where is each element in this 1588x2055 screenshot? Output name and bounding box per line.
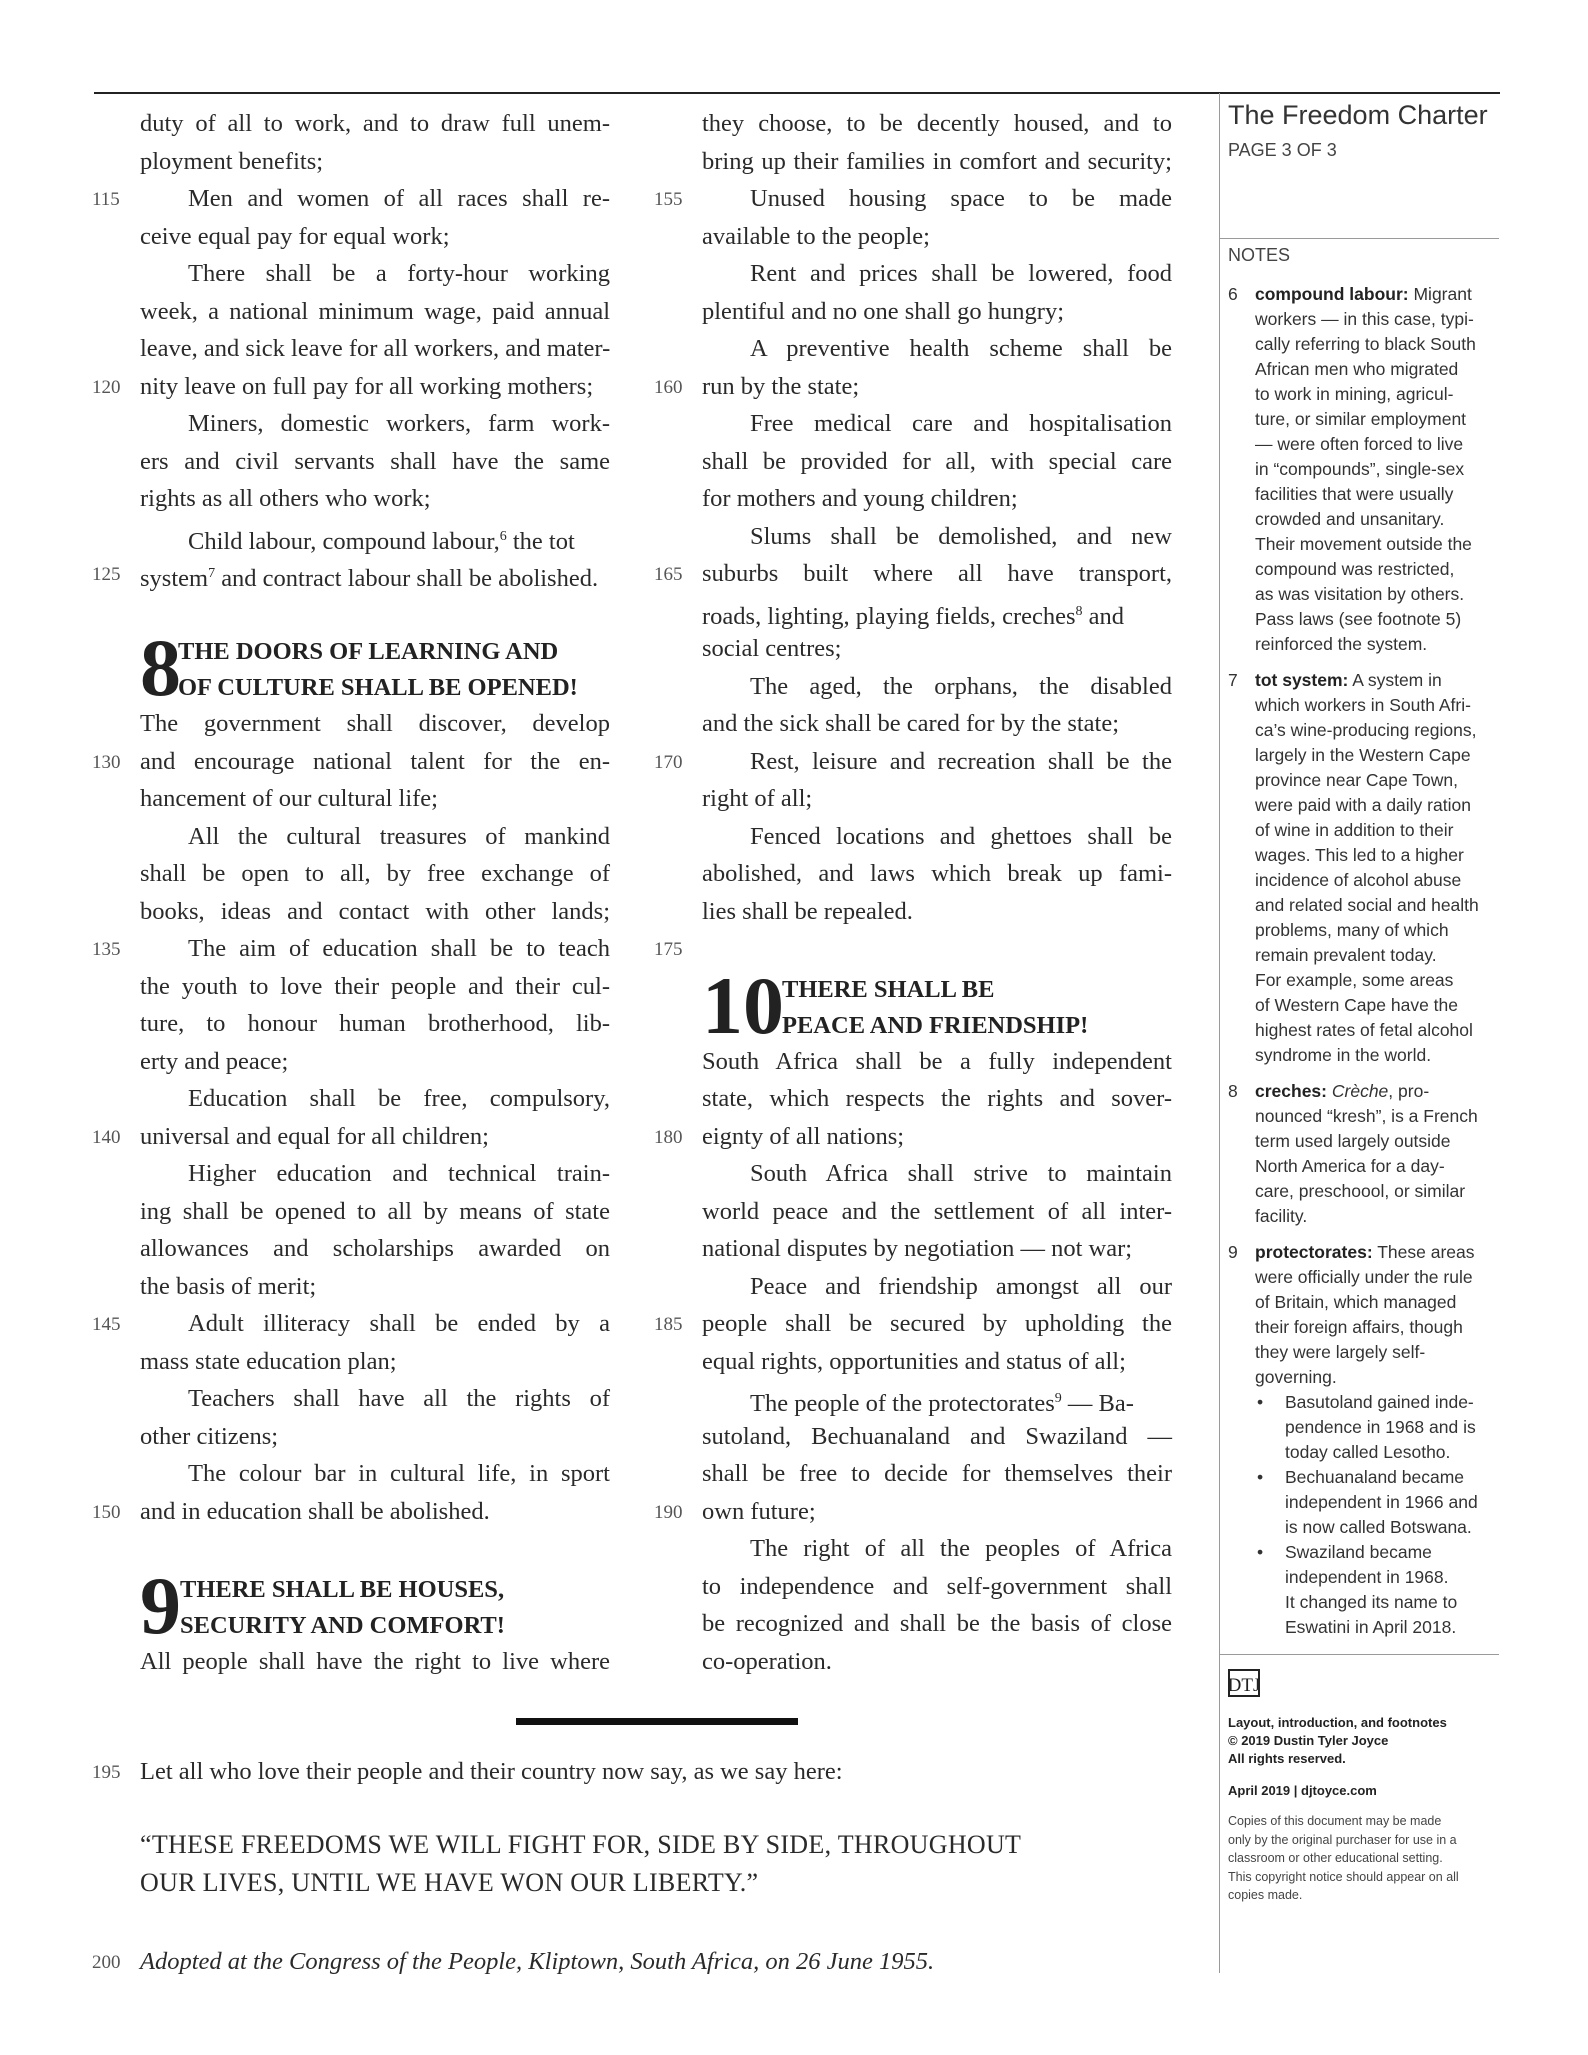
text-line: world peace and the settlement of all inter- bbox=[702, 1197, 1172, 1225]
text-line: 180 eignty of all nations; bbox=[702, 1118, 1172, 1156]
line-number: 175 bbox=[654, 939, 683, 960]
text-line: Child labour, compound labour,$^6$ the tot bbox=[188, 527, 575, 555]
notes-label: NOTES bbox=[1228, 245, 1291, 265]
footnote-line: syndrome in the world. bbox=[1255, 1045, 1432, 1065]
text-column-right bbox=[654, 105, 1172, 1680]
footnote-line: African men who migrated bbox=[1255, 359, 1459, 379]
text-line: allowances and scholarships awarded on bbox=[140, 1235, 610, 1262]
text-line: 145 Adult illiteracy shall be ended by a bbox=[140, 1305, 610, 1343]
footnote-line: of Western Cape have the bbox=[1255, 995, 1458, 1015]
text-line: Higher education and technical train- bbox=[188, 1160, 610, 1187]
footnote-line: as was visitation by others. bbox=[1255, 584, 1465, 604]
line-number: 170 bbox=[654, 751, 683, 773]
footnote bbox=[1228, 1240, 1498, 1640]
footnote-line: they were largely self- bbox=[1255, 1342, 1426, 1362]
text-line: plentiful and no one shall go hungry; bbox=[702, 297, 1064, 325]
text-line: for mothers and young children; bbox=[702, 485, 1018, 512]
section-heading-10 bbox=[702, 959, 1172, 1051]
text-line: 115 Men and women of all races shall re- bbox=[140, 180, 610, 218]
text-line: There shall be a forty-hour working bbox=[188, 260, 610, 287]
text-line: 165 suburbs built where all have transport, bbox=[702, 555, 1172, 593]
adoption-statement: Adopted at the Congress of the People, Kliptown, South Africa, on 26 June 1955. bbox=[140, 1948, 935, 1975]
text-line: 120 nity leave on full pay for all working mothers; bbox=[140, 368, 610, 406]
footnote-bullet-line: pendence in 1968 and is bbox=[1285, 1417, 1476, 1437]
text-line: rights as all others who work; bbox=[140, 485, 431, 512]
footnote-line: care, preschoool, or similar bbox=[1255, 1181, 1466, 1201]
footnote-line: province near Cape Town, bbox=[1255, 770, 1458, 790]
footnote-line: North America for a day- bbox=[1255, 1156, 1445, 1176]
line-number: 115 bbox=[92, 189, 120, 210]
footnote-line: which workers in South Afri- bbox=[1255, 695, 1471, 715]
footnote-line: ca’s wine-producing regions, bbox=[1255, 720, 1477, 740]
footnote-bullet-line: • Swaziland became bbox=[1257, 1542, 1432, 1562]
footnote-line: compound was restricted, bbox=[1255, 559, 1455, 579]
footnote-line: governing. bbox=[1255, 1367, 1337, 1387]
text-line: Peace and friendship amongst all our bbox=[750, 1272, 1172, 1300]
section-heading-9 bbox=[140, 1559, 610, 1651]
credit-block: Layout, introduction, and footnotes © 2019 Dustin Tyler Joyce All rights reserved. bbox=[1228, 1715, 1447, 1766]
footnote-number: 9 bbox=[1228, 1242, 1238, 1262]
text-line: Miners, domestic workers, farm work- bbox=[188, 410, 610, 437]
text-line: and the sick shall be cared for by the state; bbox=[702, 710, 1120, 737]
footnote-line: facilities that were usually bbox=[1255, 484, 1454, 504]
text-line: co-operation. bbox=[702, 1647, 832, 1675]
sidebar-rule bbox=[1219, 238, 1499, 239]
spacer bbox=[140, 1530, 610, 1568]
text-line: ers and civil servants shall have the same bbox=[140, 447, 610, 475]
line-number: 180 bbox=[654, 1126, 683, 1148]
text-line: week, a national minimum wage, paid annual bbox=[140, 297, 610, 325]
text-line: sutoland, Bechuanaland and Swaziland — bbox=[702, 1422, 1172, 1450]
text-line: Teachers shall have all the rights of bbox=[188, 1385, 610, 1412]
section-heading-8 bbox=[140, 622, 610, 713]
footnote-bullet-line: independent in 1968. bbox=[1285, 1567, 1449, 1587]
dtj-logo bbox=[1228, 1664, 1270, 1704]
text-line: hancement of our cultural life; bbox=[140, 785, 438, 812]
footnote-line: incidence of alcohol abuse bbox=[1255, 870, 1462, 890]
line-number: 125 bbox=[92, 564, 121, 585]
copyright-notice: Copies of this document may be made only by the original purchaser for use in a classroom or other educational setting. This copyright notice should appear on all copies made. bbox=[1228, 1814, 1459, 1902]
text-line: lies shall be repealed. bbox=[702, 897, 913, 925]
text-line: shall be open to all, by free exchange of bbox=[140, 860, 610, 887]
footnote-line: — were often forced to live bbox=[1255, 434, 1464, 454]
footnote-line: reinforced the system. bbox=[1255, 634, 1428, 654]
text-line: Free medical care and hospitalisation bbox=[750, 410, 1172, 437]
text-line: 130 and encourage national talent for the en- bbox=[140, 743, 610, 781]
text-line: All the cultural treasures of mankind bbox=[188, 822, 610, 850]
text-line: books, ideas and contact with other lands; bbox=[140, 897, 610, 925]
text-line: the basis of merit; bbox=[140, 1272, 317, 1300]
section-number: 10 bbox=[702, 959, 784, 1051]
footnote-line: remain prevalent today. bbox=[1255, 945, 1437, 965]
footnote-bullet-line: • Bechuanaland became bbox=[1257, 1467, 1465, 1487]
text-line: 155 Unused housing space to be made bbox=[702, 180, 1172, 218]
footnote-line: For example, some areas bbox=[1255, 970, 1454, 990]
footnote-bullet-line: is now called Botswana. bbox=[1285, 1517, 1472, 1537]
text-line: 135 The aim of education shall be to teach bbox=[140, 930, 610, 968]
line-number: 150 bbox=[92, 1501, 121, 1523]
text-line: erty and peace; bbox=[140, 1047, 289, 1075]
section-title: THERE SHALL BE HOUSES, SECURITY AND COMFORT! bbox=[180, 1575, 505, 1639]
text-line: 125 system$^7$ and contract labour shall be abolished. bbox=[140, 555, 610, 593]
footnote-line: problems, many of which bbox=[1255, 920, 1449, 940]
footnote-line: and related social and health bbox=[1255, 895, 1479, 915]
text-line: South Africa shall strive to maintain bbox=[750, 1160, 1172, 1187]
line-number: 120 bbox=[92, 376, 121, 398]
footnote-line: tot system: A system in bbox=[1255, 670, 1442, 690]
footnote-bullet-line: It changed its name to bbox=[1285, 1592, 1458, 1612]
section-title: THERE SHALL BE PEACE AND FRIENDSHIP! bbox=[782, 975, 1089, 1039]
text-line: social centres; bbox=[702, 635, 842, 662]
footnote-line: compound labour: Migrant bbox=[1255, 284, 1472, 304]
footnote-line: were officially under the rule bbox=[1255, 1267, 1473, 1287]
text-line: national disputes by negotiation — not war; bbox=[702, 1235, 1133, 1262]
footnote-ref: 6 bbox=[499, 528, 507, 544]
text-line: The government shall discover, develop bbox=[140, 710, 610, 737]
text-line: ture, to honour human brotherhood, lib- bbox=[140, 1010, 610, 1037]
footnote-number: 7 bbox=[1228, 670, 1238, 690]
text-line: 170 Rest, leisure and recreation shall be the bbox=[702, 743, 1172, 781]
document-title: The Freedom Charter bbox=[1228, 100, 1488, 130]
text-line: duty of all to work, and to draw full unem- bbox=[140, 110, 610, 137]
footnote-line: protectorates: These areas bbox=[1255, 1242, 1475, 1262]
footnote-number: 6 bbox=[1228, 284, 1238, 304]
line-number: 145 bbox=[92, 1314, 121, 1335]
section-title: THE DOORS OF LEARNING AND OF CULTURE SHALL BE OPENED! bbox=[178, 638, 578, 701]
text-line: A preventive health scheme shall be bbox=[750, 335, 1172, 362]
footnote bbox=[1228, 668, 1498, 1068]
footnote-line: Pass laws (see footnote 5) bbox=[1255, 609, 1462, 629]
text-line: abolished, and laws which break up fami- bbox=[702, 860, 1172, 887]
footnote-line: term used largely outside bbox=[1255, 1131, 1451, 1151]
footnote-line: Their movement outside the bbox=[1255, 534, 1472, 554]
text-line: 150 and in education shall be abolished. bbox=[140, 1493, 610, 1531]
footnote-bullet-line: independent in 1966 and bbox=[1285, 1492, 1478, 1512]
text-line: South Africa shall be a fully independent bbox=[702, 1047, 1172, 1075]
footnote-line: their foreign affairs, though bbox=[1255, 1317, 1463, 1337]
text-line: Rent and prices shall be lowered, food bbox=[750, 260, 1172, 287]
footnote-bullet-line: Eswatini in April 2018. bbox=[1285, 1617, 1457, 1637]
section-number: 8 bbox=[140, 622, 181, 713]
text-line: Education shall be free, compulsory, bbox=[188, 1085, 610, 1112]
text-line: to independence and self-government shall bbox=[702, 1572, 1172, 1600]
text-line: right of all; bbox=[702, 785, 813, 812]
footnote-line: creches: Crèche, pro- bbox=[1255, 1081, 1430, 1101]
top-rule bbox=[94, 92, 1500, 94]
text-line: leave, and sick leave for all workers, and mater- bbox=[140, 335, 611, 362]
text-line: bring up their families in comfort and security; bbox=[702, 147, 1172, 175]
text-line: The people of the protectorates$^9$ — Ba- bbox=[750, 1390, 1134, 1418]
text-line: roads, lighting, playing fields, creches$^8$ and bbox=[702, 602, 1125, 630]
text-line: ployment benefits; bbox=[140, 147, 324, 175]
footnote bbox=[1228, 282, 1498, 657]
text-line: The right of all the peoples of Africa bbox=[750, 1535, 1172, 1562]
text-line: The aged, the orphans, the disabled bbox=[750, 672, 1172, 700]
text-line: 190 own future; bbox=[702, 1493, 1172, 1531]
sidebar-rule bbox=[1219, 1654, 1499, 1655]
footnote-line: ture, or similar employment bbox=[1255, 409, 1467, 429]
text-line: The colour bar in cultural life, in sport bbox=[188, 1460, 610, 1487]
footnote-line: facility. bbox=[1255, 1206, 1308, 1226]
text-line: equal rights, opportunities and status of all; bbox=[702, 1347, 1126, 1375]
text-line: Slums shall be demolished, and new bbox=[750, 522, 1172, 550]
footnote-line: highest rates of fetal alcohol bbox=[1255, 1020, 1473, 1040]
footnote-number: 8 bbox=[1228, 1081, 1238, 1101]
line-number: 130 bbox=[92, 751, 121, 773]
footnote-line: in “compounds”, single-sex bbox=[1255, 459, 1465, 479]
section-number: 9 bbox=[140, 1559, 181, 1651]
footnote-ref: 7 bbox=[208, 566, 216, 581]
line-number: 190 bbox=[654, 1501, 683, 1523]
footnote bbox=[1228, 1079, 1498, 1229]
page-indicator: PAGE 3 OF 3 bbox=[1228, 140, 1337, 160]
text-line: available to the people; bbox=[702, 222, 930, 250]
footnote-line: to work in mining, agricul- bbox=[1255, 384, 1454, 404]
text-line: ceive equal pay for equal work; bbox=[140, 222, 450, 250]
text-line: 185 people shall be secured by upholding the bbox=[702, 1305, 1172, 1343]
text-line: they choose, to be decently housed, and to bbox=[702, 110, 1172, 137]
text-line: shall be free to decide for themselves their bbox=[702, 1460, 1172, 1487]
footnote-line: largely in the Western Cape bbox=[1255, 745, 1471, 765]
footnote-line: wages. This led to a higher bbox=[1255, 845, 1464, 865]
text-line: Fenced locations and ghettoes shall be bbox=[750, 822, 1172, 850]
text-line: other citizens; bbox=[140, 1422, 279, 1450]
footnote-line: of wine in addition to their bbox=[1255, 820, 1454, 840]
line-number: 160 bbox=[654, 376, 683, 398]
line-number: 155 bbox=[654, 189, 683, 210]
text-line: 140 universal and equal for all children; bbox=[140, 1118, 610, 1156]
closing-line: Let all who love their people and their country now say, as we say here: bbox=[140, 1758, 843, 1785]
sidebar-divider bbox=[1219, 93, 1220, 1973]
footnote-bullet-line: today called Lesotho. bbox=[1285, 1442, 1451, 1462]
line-number: 200 bbox=[92, 1952, 121, 1973]
line-number: 135 bbox=[92, 939, 121, 960]
text-line: be recognized and shall be the basis of close bbox=[702, 1610, 1172, 1637]
pledge: “THESE FREEDOMS WE WILL FIGHT FOR, SIDE BY SIDE, THROUGHOUT OUR LIVES, UNTIL WE HAVE WON OUR LIBERTY.” bbox=[140, 1830, 1022, 1897]
footnote-ref: 9 bbox=[1054, 1391, 1062, 1406]
line-number: 140 bbox=[92, 1126, 121, 1148]
line-number: 195 bbox=[92, 1762, 121, 1783]
line-number: 165 bbox=[654, 564, 683, 585]
text-line: the youth to love their people and their cul- bbox=[140, 972, 610, 1000]
footnote-line: of Britain, which managed bbox=[1255, 1292, 1457, 1312]
text-column-left bbox=[92, 105, 611, 1680]
text-line: mass state education plan; bbox=[140, 1347, 397, 1375]
text-line: 160 run by the state; bbox=[702, 368, 1172, 406]
text-line: state, which respects the rights and sover- bbox=[702, 1085, 1172, 1112]
footnote-line: crowded and unsanitary. bbox=[1255, 509, 1445, 529]
footnotes bbox=[1228, 282, 1498, 1651]
spacer bbox=[140, 593, 610, 631]
text-line: shall be provided for all, with special care bbox=[702, 447, 1172, 475]
footnote-ref: 8 bbox=[1075, 603, 1083, 619]
footnote-bullet-line: • Basutoland gained inde- bbox=[1257, 1392, 1474, 1412]
separator-bar bbox=[516, 1718, 798, 1725]
line-number: 185 bbox=[654, 1314, 683, 1335]
text-line: All people shall have the right to live where bbox=[140, 1647, 610, 1675]
footnote-line: were paid with a daily ration bbox=[1255, 795, 1471, 815]
svg-text:DTJ: DTJ bbox=[1228, 1675, 1261, 1696]
footnote-line: nounced “kresh”, is a French bbox=[1255, 1106, 1478, 1126]
text-line: ing shall be opened to all by means of state bbox=[140, 1197, 610, 1225]
date-site: April 2019 | djtoyce.com bbox=[1228, 1783, 1377, 1798]
footnote-line: cally referring to black South bbox=[1255, 334, 1476, 354]
footnote-line: workers — in this case, typi- bbox=[1255, 309, 1474, 329]
